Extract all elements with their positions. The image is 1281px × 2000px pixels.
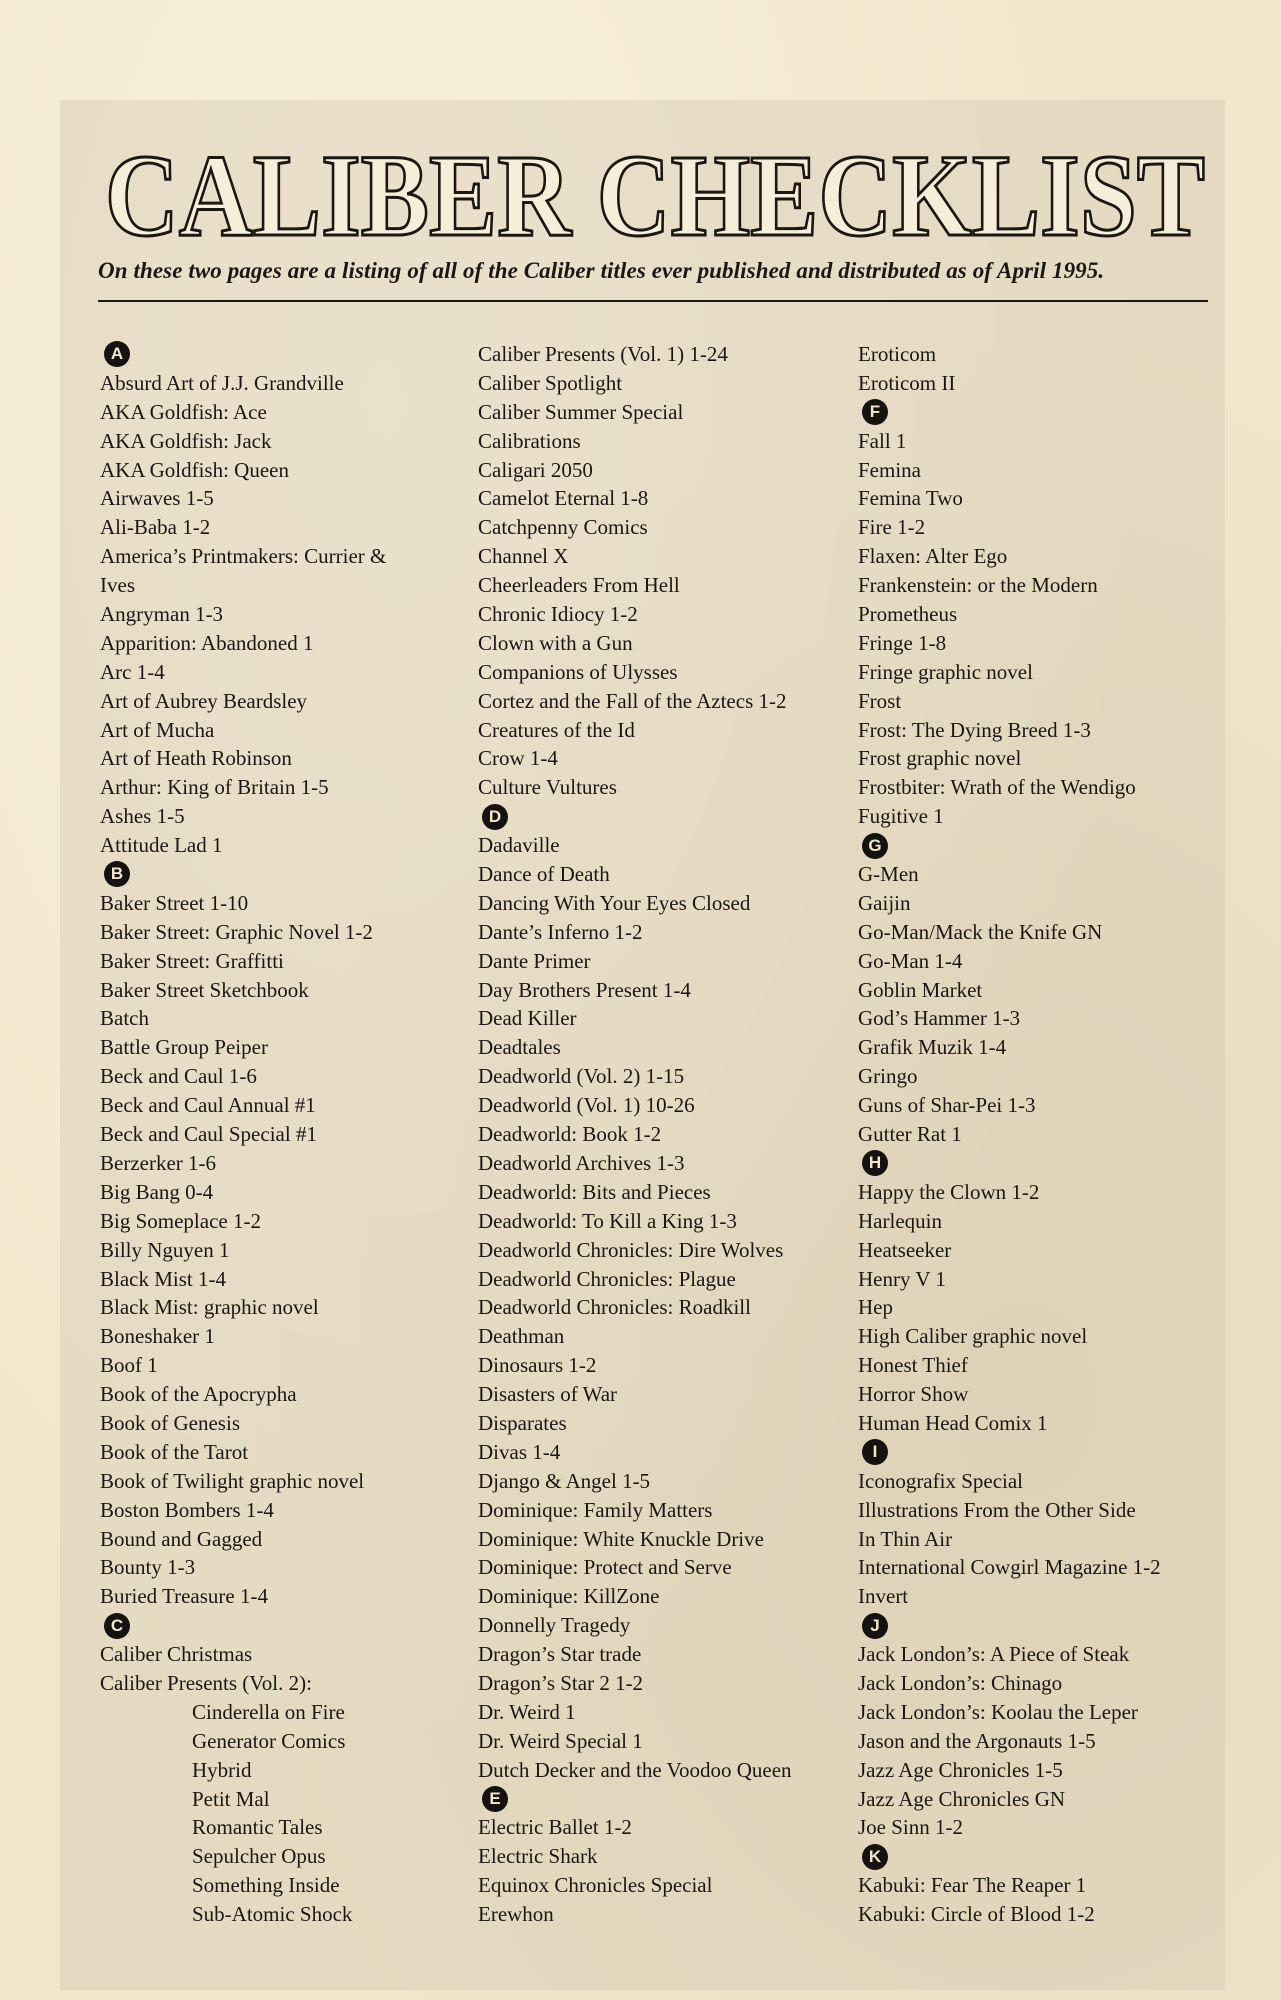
title-entry: Flaxen: Alter Ego: [858, 544, 1008, 569]
title-entry: Apparition: Abandoned 1: [100, 630, 314, 655]
letter-badge-icon: K: [862, 1844, 888, 1870]
title-entry: Jazz Age Chronicles GN: [858, 1786, 1066, 1811]
title-entry: Dinosaurs 1-2: [478, 1353, 597, 1378]
title-entry: Book of Twilight graphic novel: [100, 1468, 365, 1493]
title-entry: Go-Man/Mack the Knife GN: [858, 919, 1103, 944]
title-entry: Caliber Presents (Vol. 1) 1-24: [478, 342, 728, 366]
title-entry: Caliber Presents (Vol. 2):: [100, 1670, 312, 1695]
title-entry: Dominique: White Knuckle Drive: [478, 1526, 764, 1551]
title-entry: In Thin Air: [858, 1526, 953, 1551]
title-entry: Grafik Muzik 1-4: [858, 1035, 1007, 1060]
title-entry: Angryman 1-3: [100, 602, 224, 627]
title-entry: Clown with a Gun: [478, 630, 633, 655]
title-entry: Billy Nguyen 1: [100, 1237, 230, 1262]
title-entry: America’s Printmakers: Currier &: [100, 544, 387, 569]
title-entry: Catchpenny Comics: [478, 515, 648, 540]
title-entry: Something Inside: [192, 1873, 340, 1898]
title-entry: Calibrations: [478, 428, 581, 453]
title-entry: Beck and Caul 1-6: [100, 1064, 257, 1089]
title-entry: Hybrid: [192, 1757, 252, 1782]
title-entry: Happy the Clown 1-2: [858, 1179, 1040, 1204]
title-entry: Beck and Caul Special #1: [100, 1122, 317, 1147]
title-entry: Battle Group Peiper: [100, 1035, 268, 1060]
title-entry: Batch: [100, 1006, 149, 1031]
title-entry: Invert: [858, 1584, 909, 1609]
title-entry: Divas 1-4: [478, 1439, 561, 1464]
title-entry: Big Someplace 1-2: [100, 1208, 261, 1233]
title-entry: Disparates: [478, 1410, 567, 1435]
title-entry: Culture Vultures: [478, 775, 617, 800]
title-entry: Art of Heath Robinson: [100, 746, 292, 771]
title-entry: Honest Thief: [858, 1353, 968, 1378]
title-entry: Deadtales: [478, 1035, 561, 1060]
checklist-column-3: [858, 340, 1228, 1929]
title-entry: Frost: [858, 688, 902, 713]
title-entry: Petit Mal: [192, 1786, 270, 1811]
title-entry: Dr. Weird 1: [478, 1699, 576, 1724]
title-entry: Caliber Christmas: [100, 1642, 253, 1667]
title-entry: Boneshaker 1: [100, 1324, 215, 1349]
title-entry: Boston Bombers 1-4: [100, 1497, 274, 1522]
section-letter-marker: [100, 340, 470, 369]
title-entry: Arthur: King of Britain 1-5: [100, 775, 329, 800]
title-entry: AKA Goldfish: Queen: [100, 457, 289, 482]
title-entry: Fringe 1-8: [858, 630, 947, 655]
title-entry: Romantic Tales: [192, 1815, 323, 1840]
title-entry: Dutch Decker and the Voodoo Queen: [478, 1757, 792, 1782]
title-entry: Baker Street: Graphic Novel 1-2: [100, 919, 373, 944]
title-entry: Chronic Idiocy 1-2: [478, 602, 638, 627]
title-entry: Bound and Gagged: [100, 1526, 263, 1551]
title-entry: Attitude Lad 1: [100, 833, 223, 858]
title-entry: Companions of Ulysses: [478, 659, 678, 684]
title-entry: Fire 1-2: [858, 515, 926, 540]
title-entry: Buried Treasure 1-4: [100, 1584, 268, 1609]
letter-badge-icon: H: [862, 1150, 888, 1176]
title-entry: Eroticom: [858, 342, 937, 366]
checklist-column-1: [100, 340, 470, 1929]
checklist-column-2: [478, 340, 858, 1929]
title-entry: Bounty 1-3: [100, 1555, 196, 1580]
title-entry: Gutter Rat 1: [858, 1122, 962, 1147]
title-entry: Jack London’s: Koolau the Leper: [858, 1699, 1138, 1724]
title-entry: Book of the Tarot: [100, 1439, 249, 1464]
title-entry: Sepulcher Opus: [192, 1844, 326, 1869]
title-entry: Goblin Market: [858, 977, 983, 1002]
title-entry: Deadworld Chronicles: Roadkill: [478, 1295, 751, 1320]
title-entry: High Caliber graphic novel: [858, 1324, 1088, 1349]
letter-badge-icon: B: [104, 861, 130, 887]
title-entry: Art of Mucha: [100, 717, 215, 742]
title-entry: Berzerker 1-6: [100, 1150, 217, 1175]
title-entry: G-Men: [858, 862, 919, 887]
section-letter-marker: [858, 1438, 1228, 1467]
title-entry: Caliber Summer Special: [478, 399, 684, 424]
title-entry: Deadworld: Book 1-2: [478, 1122, 662, 1147]
title-entry: Arc 1-4: [100, 659, 165, 684]
title-entry: Dominique: Family Matters: [478, 1497, 713, 1522]
title-entry: Harlequin: [858, 1208, 942, 1233]
title-entry: Dancing With Your Eyes Closed: [478, 890, 751, 915]
section-letter-marker: [858, 1611, 1228, 1640]
title-entry: Hep: [858, 1295, 893, 1320]
section-letter-marker: [478, 1785, 858, 1814]
title-entry: Cheerleaders From Hell: [478, 573, 680, 598]
title-entry: Iconografix Special: [858, 1468, 1024, 1493]
title-entry: Fall 1: [858, 428, 907, 453]
title-entry: Dragon’s Star 2 1-2: [478, 1670, 644, 1695]
title-entry: AKA Goldfish: Jack: [100, 428, 272, 453]
title-entry: Gringo: [858, 1064, 918, 1089]
title-logo: [100, 120, 1210, 270]
section-letter-marker: [858, 831, 1228, 860]
letter-badge-icon: J: [862, 1613, 888, 1639]
title-entry: Deathman: [478, 1324, 565, 1349]
title-entry: Cinderella on Fire: [192, 1699, 345, 1724]
title-entry: Baker Street Sketchbook: [100, 977, 309, 1002]
masthead: [100, 120, 1210, 280]
title-entry: Horror Show: [858, 1382, 969, 1407]
title-entry: Crow 1-4: [478, 746, 558, 771]
title-entry: Ali-Baba 1-2: [100, 515, 211, 540]
title-entry: Deadworld (Vol. 2) 1-15: [478, 1064, 685, 1089]
title-entry: Deadworld Chronicles: Dire Wolves: [478, 1237, 784, 1262]
title-entry: Black Mist 1-4: [100, 1266, 226, 1291]
title-entry: Eroticom II: [858, 370, 956, 395]
title-entry: Caligari 2050: [478, 457, 593, 482]
title-entry: Jack London’s: Chinago: [858, 1670, 1063, 1695]
title-entry: Femina Two: [858, 486, 963, 511]
title-entry: Big Bang 0-4: [100, 1179, 214, 1204]
title-entry: Disasters of War: [478, 1382, 618, 1407]
page-title: CALIBER CHECKLIST: [105, 130, 1205, 261]
title-entry: Heatseeker: [858, 1237, 952, 1262]
title-entry: Jack London’s: A Piece of Steak: [858, 1642, 1130, 1667]
title-entry: Baker Street 1-10: [100, 890, 249, 915]
title-entry: Dominique: KillZone: [478, 1584, 660, 1609]
title-entry: Kabuki: Circle of Blood 1-2: [858, 1902, 1095, 1927]
title-entry: Jazz Age Chronicles 1-5: [858, 1757, 1063, 1782]
title-entry: Frostbiter: Wrath of the Wendigo: [858, 775, 1136, 800]
title-entry: Electric Ballet 1-2: [478, 1815, 632, 1840]
letter-badge-icon: C: [104, 1613, 130, 1639]
title-entry: Electric Shark: [478, 1844, 598, 1869]
title-entry: Cortez and the Fall of the Aztecs 1-2: [478, 688, 787, 713]
letter-badge-icon: E: [482, 1786, 508, 1812]
title-entry: Dead Killer: [478, 1006, 577, 1031]
title-entry: Deadworld Chronicles: Plague: [478, 1266, 736, 1291]
page-subtitle: On these two pages are a listing of all of the Caliber titles ever published and distributed as of April 1995.: [98, 258, 1105, 283]
title-entry: Generator Comics: [192, 1728, 346, 1753]
title-divider: [98, 300, 1208, 302]
title-entry: Creatures of the Id: [478, 717, 635, 742]
title-entry: Deadworld Archives 1-3: [478, 1150, 685, 1175]
title-entry: Jason and the Argonauts 1-5: [858, 1728, 1096, 1753]
title-entry: Black Mist: graphic novel: [100, 1295, 319, 1320]
title-entry: Prometheus: [858, 602, 958, 627]
title-entry: Camelot Eternal 1-8: [478, 486, 649, 511]
title-entry: Frost: The Dying Breed 1-3: [858, 717, 1091, 742]
letter-badge-icon: I: [862, 1439, 888, 1465]
title-entry: Femina: [858, 457, 921, 482]
title-entry: Book of Genesis: [100, 1410, 240, 1435]
section-letter-marker: [100, 860, 470, 889]
title-entry: AKA Goldfish: Ace: [100, 399, 267, 424]
title-entry: Dr. Weird Special 1: [478, 1728, 643, 1753]
title-entry: Donnelly Tragedy: [478, 1613, 631, 1638]
title-entry: Frost graphic novel: [858, 746, 1022, 771]
title-entry: Beck and Caul Annual #1: [100, 1093, 316, 1118]
title-entry: Dadaville: [478, 833, 560, 858]
title-entry: Frankenstein: or the Modern: [858, 573, 1098, 598]
title-entry: Dominique: Protect and Serve: [478, 1555, 732, 1580]
section-letter-marker: [100, 1611, 470, 1640]
title-entry: Dante’s Inferno 1-2: [478, 919, 643, 944]
title-entry: Dragon’s Star trade: [478, 1642, 642, 1667]
title-entry: Channel X: [478, 544, 569, 569]
title-entry: Henry V 1: [858, 1266, 946, 1291]
letter-badge-icon: A: [104, 341, 130, 367]
title-entry: Erewhon: [478, 1902, 554, 1927]
title-entry: International Cowgirl Magazine 1-2: [858, 1555, 1161, 1580]
title-entry: Caliber Spotlight: [478, 370, 623, 395]
title-entry: Deadworld (Vol. 1) 10-26: [478, 1093, 695, 1118]
title-entry: Fringe graphic novel: [858, 659, 1033, 684]
title-entry: Go-Man 1-4: [858, 948, 963, 973]
title-entry: Kabuki: Fear The Reaper 1: [858, 1873, 1087, 1898]
title-entry: Guns of Shar-Pei 1-3: [858, 1093, 1036, 1118]
title-entry: Ives: [100, 573, 135, 598]
title-entry: Deadworld: To Kill a King 1-3: [478, 1208, 737, 1233]
title-entry: Fugitive 1: [858, 804, 944, 829]
title-entry: Dante Primer: [478, 948, 591, 973]
section-letter-marker: [858, 398, 1228, 427]
title-entry: Deadworld: Bits and Pieces: [478, 1179, 711, 1204]
title-entry: Illustrations From the Other Side: [858, 1497, 1136, 1522]
title-entry: Baker Street: Graffitti: [100, 948, 284, 973]
section-letter-marker: [478, 802, 858, 831]
title-entry: Airwaves 1-5: [100, 486, 214, 511]
section-letter-marker: [858, 1149, 1228, 1178]
section-letter-marker: [858, 1842, 1228, 1871]
title-entry: Joe Sinn 1-2: [858, 1815, 963, 1840]
title-entry: Gaijin: [858, 890, 911, 915]
title-entry: Human Head Comix 1: [858, 1410, 1048, 1435]
title-entry: Book of the Apocrypha: [100, 1382, 297, 1407]
letter-badge-icon: G: [862, 833, 888, 859]
title-entry: Boof 1: [100, 1353, 158, 1378]
letter-badge-icon: D: [482, 804, 508, 830]
title-entry: Ashes 1-5: [100, 804, 185, 829]
title-entry: Absurd Art of J.J. Grandville: [100, 370, 344, 395]
letter-badge-icon: F: [862, 399, 888, 425]
title-entry: God’s Hammer 1-3: [858, 1006, 1021, 1031]
title-entry: Sub-Atomic Shock: [192, 1902, 353, 1927]
title-entry: Django & Angel 1-5: [478, 1468, 651, 1493]
title-entry: Dance of Death: [478, 862, 610, 887]
title-entry: Art of Aubrey Beardsley: [100, 688, 308, 713]
title-entry: Equinox Chronicles Special: [478, 1873, 713, 1898]
title-entry: Day Brothers Present 1-4: [478, 977, 691, 1002]
